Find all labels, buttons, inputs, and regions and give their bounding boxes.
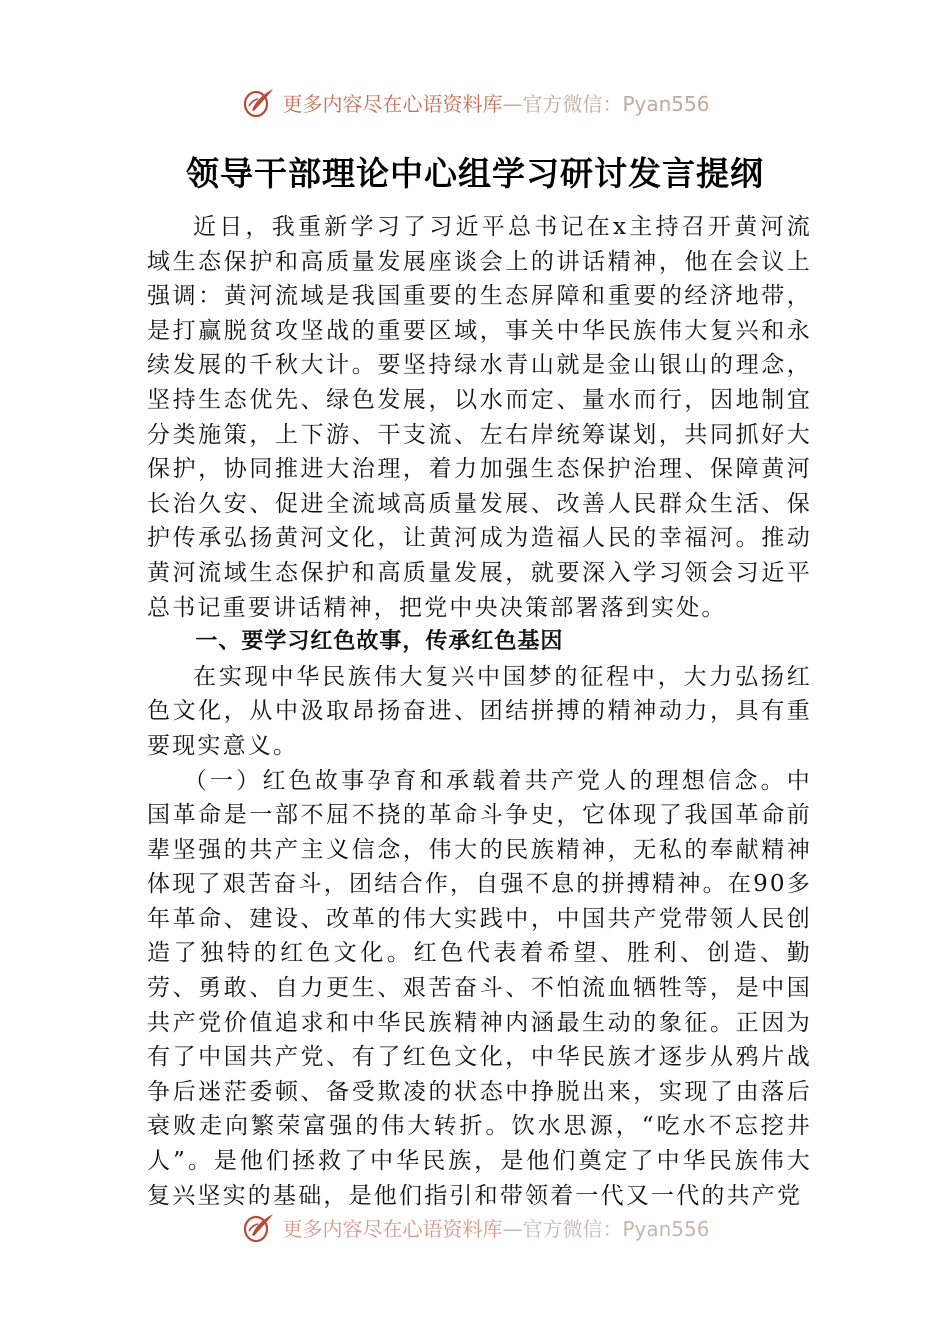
watermark-text-red: 更多内容尽在心语资料库 xyxy=(282,91,503,116)
section-1-paragraph-2: （一）红色故事孕育和承载着共产党人的理想信念。中国革命是一部不屈不挠的革命斗争史，它体现了我国革命前辈坚强的共产主义信念，伟大的民族精神，无私的奉献精神体现了艰苦奋斗，团结合作，自强不息的拼搏精神。在90多年革命、建设、改革的伟大实践中，中国共产党带领人民创造了独特的红色文化。红色代表着希望、胜利、创造、勤劳、勇敢、自力更生、艰苦奋斗、不怕流血牺牲等，是中国共产党价值追求和中华民族精神内涵最生动的象征。正因为有了中国共产党、有了红色文化，中华民族才逐步从鸦片战争后迷茫委顿、备受欺凌的状态中挣脱出来，实现了由落后衰败走向繁荣富强的伟大转折。饮水思源，“吃水不忘挖井人”。是他们拯救了中华民族，是他们奠定了中华民族伟大复兴坚实的基础，是他们指引和带领着一代又一代的共产党 xyxy=(147,767,812,1209)
section-1-paragraph-1: 在实现中华民族伟大复兴中国梦的征程中，大力弘扬红色文化，从中汲取昂扬奋进、团结拼搏的精神动力，具有重要现实意义。 xyxy=(147,663,812,759)
watermark-text xyxy=(282,88,709,117)
watermark-text-red: 更多内容尽在心语资料库 xyxy=(282,1216,503,1241)
watermark-text xyxy=(282,1213,709,1242)
intro-paragraph: 近日，我重新学习了习近平总书记在x主持召开黄河流域生态保护和高质量发展座谈会上的讲话精神，他在会议上强调：黄河流域是我国重要的生态屏障和重要的经济地带，是打赢脱贫攻坚战的重要区域，事关中华民族伟大复兴和永续发展的千秋大计。要坚持绿水青山就是金山银山的理念，坚持生态优先、绿色发展，以水而定、量水而行，因地制宜分类施策，上下游、干支流、左右岸统筹谋划，共同抓好大保护，协同推进大治理，着力加强生态保护治理、保障黄河长治久安、促进全流域高质量发展、改善人民群众生活、保护传承弘扬黄河文化，让黄河成为造福人民的幸福河。推动黄河流域生态保护和高质量发展，就要深入学习领会习近平总书记重要讲话精神，把党中央决策部署落到实处。 xyxy=(147,214,812,621)
quill-leaf-logo-icon xyxy=(240,84,276,120)
watermark-banner-top xyxy=(0,82,950,122)
quill-leaf-logo-icon xyxy=(240,1209,276,1245)
watermark-banner-bottom xyxy=(0,1207,950,1247)
document-body xyxy=(147,210,812,1213)
document-title: 领导干部理论中心组学习研讨发言提纲 xyxy=(186,154,764,193)
section-1-heading: 一、要学习红色故事，传承红色基因 xyxy=(195,629,564,655)
watermark-text-gray: —官方微信：Pyan556 xyxy=(502,1216,710,1241)
watermark-text-gray: —官方微信：Pyan556 xyxy=(502,91,710,116)
